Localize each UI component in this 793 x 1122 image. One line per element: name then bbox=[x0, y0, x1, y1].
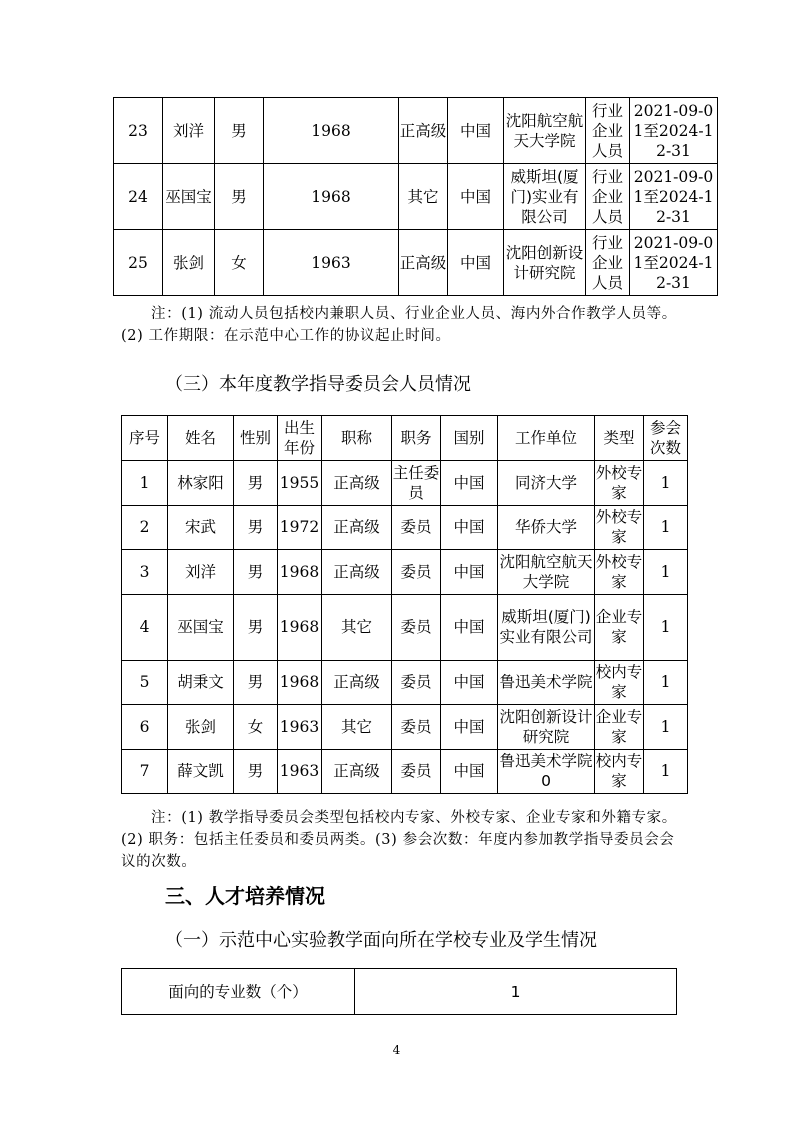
cell-duty: 委员 bbox=[392, 594, 441, 660]
cell-unit: 沈阳创新设计研究院 bbox=[498, 705, 595, 750]
table-row bbox=[114, 98, 718, 164]
cell-duty: 委员 bbox=[392, 505, 441, 550]
cell-duty: 委员 bbox=[392, 749, 441, 794]
table-row bbox=[114, 164, 718, 230]
majors-table bbox=[121, 968, 677, 1015]
cell-no: 25 bbox=[114, 230, 163, 296]
column-header: 性别 bbox=[234, 416, 278, 461]
column-header: 国别 bbox=[441, 416, 498, 461]
cell-title: 其它 bbox=[322, 594, 392, 660]
cell-name: 林家阳 bbox=[168, 461, 234, 506]
cell-year: 1955 bbox=[278, 461, 322, 506]
cell-count: 1 bbox=[644, 705, 688, 750]
cell-name: 宋武 bbox=[168, 505, 234, 550]
cell-gender: 男 bbox=[215, 164, 264, 230]
cell-country: 中国 bbox=[441, 594, 498, 660]
staff-table bbox=[113, 97, 718, 296]
cell-year: 1968 bbox=[264, 98, 399, 164]
cell-name: 张剑 bbox=[168, 705, 234, 750]
cell-unit: 沈阳航空航天大学院 bbox=[504, 98, 586, 164]
cell-no: 24 bbox=[114, 164, 163, 230]
cell-no: 6 bbox=[122, 705, 168, 750]
cell-year: 1968 bbox=[264, 164, 399, 230]
column-header: 工作单位 bbox=[498, 416, 595, 461]
cell-no: 1 bbox=[122, 461, 168, 506]
cell-title: 正高级 bbox=[399, 230, 448, 296]
cell-name: 胡秉文 bbox=[168, 660, 234, 705]
column-header: 姓名 bbox=[168, 416, 234, 461]
cell-title: 正高级 bbox=[322, 550, 392, 595]
cell-no: 5 bbox=[122, 660, 168, 705]
cell-unit: 同济大学 bbox=[498, 461, 595, 506]
cell-unit: 威斯坦(厦门)实业有限公司 bbox=[498, 594, 595, 660]
table-row bbox=[122, 505, 688, 550]
column-header: 参会次数 bbox=[644, 416, 688, 461]
cell-title: 其它 bbox=[399, 164, 448, 230]
cell-type: 校内专家 bbox=[595, 660, 644, 705]
cell-type: 行业企业人员 bbox=[586, 98, 630, 164]
cell-type: 校内专家 bbox=[595, 749, 644, 794]
cell-title: 正高级 bbox=[322, 749, 392, 794]
cell-type: 外校专家 bbox=[595, 505, 644, 550]
cell-name: 巫国宝 bbox=[168, 594, 234, 660]
cell-country: 中国 bbox=[441, 505, 498, 550]
cell-no: 2 bbox=[122, 505, 168, 550]
cell-year: 1963 bbox=[278, 749, 322, 794]
cell-unit: 华侨大学 bbox=[498, 505, 595, 550]
cell-duty: 主任委员 bbox=[392, 461, 441, 506]
note-committee: 注：(1) 教学指导委员会类型包括校内专家、外校专家、企业专家和外籍专家。(2) 职务：包括主任委员和委员两类。(3) 参会次数：年度内参加教学指导委员会会议的次数。 bbox=[121, 810, 677, 870]
cell-count: 1 bbox=[644, 749, 688, 794]
cell-type: 外校专家 bbox=[595, 550, 644, 595]
cell-count: 1 bbox=[644, 505, 688, 550]
note-staff: 注：(1) 流动人员包括校内兼职人员、行业企业人员、海内外合作教学人员等。(2) 工作期限：在示范中心工作的协议起止时间。 bbox=[121, 306, 677, 344]
column-header: 职称 bbox=[322, 416, 392, 461]
cell-type: 外校专家 bbox=[595, 461, 644, 506]
cell-unit: 沈阳航空航天大学院 bbox=[498, 550, 595, 595]
cell-name: 巫国宝 bbox=[163, 164, 215, 230]
table-row bbox=[122, 705, 688, 750]
cell-country: 中国 bbox=[448, 164, 504, 230]
cell-unit: 鲁迅美术学院0 bbox=[498, 749, 595, 794]
cell-gender: 女 bbox=[215, 230, 264, 296]
table-row bbox=[122, 550, 688, 595]
cell-no: 3 bbox=[122, 550, 168, 595]
cell-gender: 男 bbox=[234, 505, 278, 550]
cell-duty: 委员 bbox=[392, 550, 441, 595]
cell-title: 正高级 bbox=[322, 660, 392, 705]
chapter-title: 三、人才培养情况 bbox=[165, 884, 325, 908]
section-title-committee: （三）本年度教学指导委员会人员情况 bbox=[165, 374, 471, 395]
cell-count: 1 bbox=[644, 660, 688, 705]
cell-unit: 威斯坦(厦门)实业有限公司 bbox=[504, 164, 586, 230]
cell-name: 刘洋 bbox=[163, 98, 215, 164]
cell-count: 1 bbox=[644, 594, 688, 660]
cell-period: 2021-09-01至2024-12-31 bbox=[630, 230, 718, 296]
cell-year: 1968 bbox=[278, 594, 322, 660]
cell-period: 2021-09-01至2024-12-31 bbox=[630, 164, 718, 230]
cell-gender: 男 bbox=[215, 98, 264, 164]
cell-gender: 男 bbox=[234, 461, 278, 506]
cell-type: 企业专家 bbox=[595, 705, 644, 750]
cell-unit: 沈阳创新设计研究院 bbox=[504, 230, 586, 296]
cell-unit: 鲁迅美术学院 bbox=[498, 660, 595, 705]
column-header: 出生年份 bbox=[278, 416, 322, 461]
cell-country: 中国 bbox=[441, 749, 498, 794]
cell-country: 中国 bbox=[441, 550, 498, 595]
cell-year: 1963 bbox=[278, 705, 322, 750]
cell-gender: 男 bbox=[234, 749, 278, 794]
cell-country: 中国 bbox=[448, 98, 504, 164]
cell-count: 1 bbox=[644, 550, 688, 595]
section-title-majors: （一）示范中心实验教学面向所在学校专业及学生情况 bbox=[165, 930, 597, 951]
table-row bbox=[122, 660, 688, 705]
cell-name: 薛文凯 bbox=[168, 749, 234, 794]
table-row bbox=[114, 230, 718, 296]
column-header: 类型 bbox=[595, 416, 644, 461]
cell-duty: 委员 bbox=[392, 660, 441, 705]
cell-no: 4 bbox=[122, 594, 168, 660]
cell-gender: 男 bbox=[234, 550, 278, 595]
cell-gender: 男 bbox=[234, 594, 278, 660]
cell-name: 张剑 bbox=[163, 230, 215, 296]
cell-type: 行业企业人员 bbox=[586, 164, 630, 230]
cell-period: 2021-09-01至2024-12-31 bbox=[630, 98, 718, 164]
table-row bbox=[122, 461, 688, 506]
cell-year: 1968 bbox=[278, 550, 322, 595]
majors-count-value: 1 bbox=[355, 969, 677, 1015]
cell-duty: 委员 bbox=[392, 705, 441, 750]
cell-year: 1972 bbox=[278, 505, 322, 550]
table-row bbox=[122, 594, 688, 660]
cell-year: 1968 bbox=[278, 660, 322, 705]
cell-country: 中国 bbox=[441, 705, 498, 750]
cell-name: 刘洋 bbox=[168, 550, 234, 595]
cell-title: 正高级 bbox=[399, 98, 448, 164]
cell-country: 中国 bbox=[441, 461, 498, 506]
cell-type: 企业专家 bbox=[595, 594, 644, 660]
cell-title: 正高级 bbox=[322, 461, 392, 506]
cell-title: 正高级 bbox=[322, 505, 392, 550]
cell-no: 7 bbox=[122, 749, 168, 794]
majors-count-label: 面向的专业数（个） bbox=[122, 969, 355, 1015]
cell-count: 1 bbox=[644, 461, 688, 506]
cell-country: 中国 bbox=[441, 660, 498, 705]
column-header: 职务 bbox=[392, 416, 441, 461]
cell-country: 中国 bbox=[448, 230, 504, 296]
page-number: 4 bbox=[392, 1043, 401, 1057]
column-header: 序号 bbox=[122, 416, 168, 461]
committee-table bbox=[121, 415, 688, 794]
cell-gender: 男 bbox=[234, 660, 278, 705]
cell-no: 23 bbox=[114, 98, 163, 164]
cell-title: 其它 bbox=[322, 705, 392, 750]
cell-type: 行业企业人员 bbox=[586, 230, 630, 296]
cell-gender: 女 bbox=[234, 705, 278, 750]
header-row bbox=[122, 416, 688, 461]
cell-year: 1963 bbox=[264, 230, 399, 296]
table-row bbox=[122, 749, 688, 794]
